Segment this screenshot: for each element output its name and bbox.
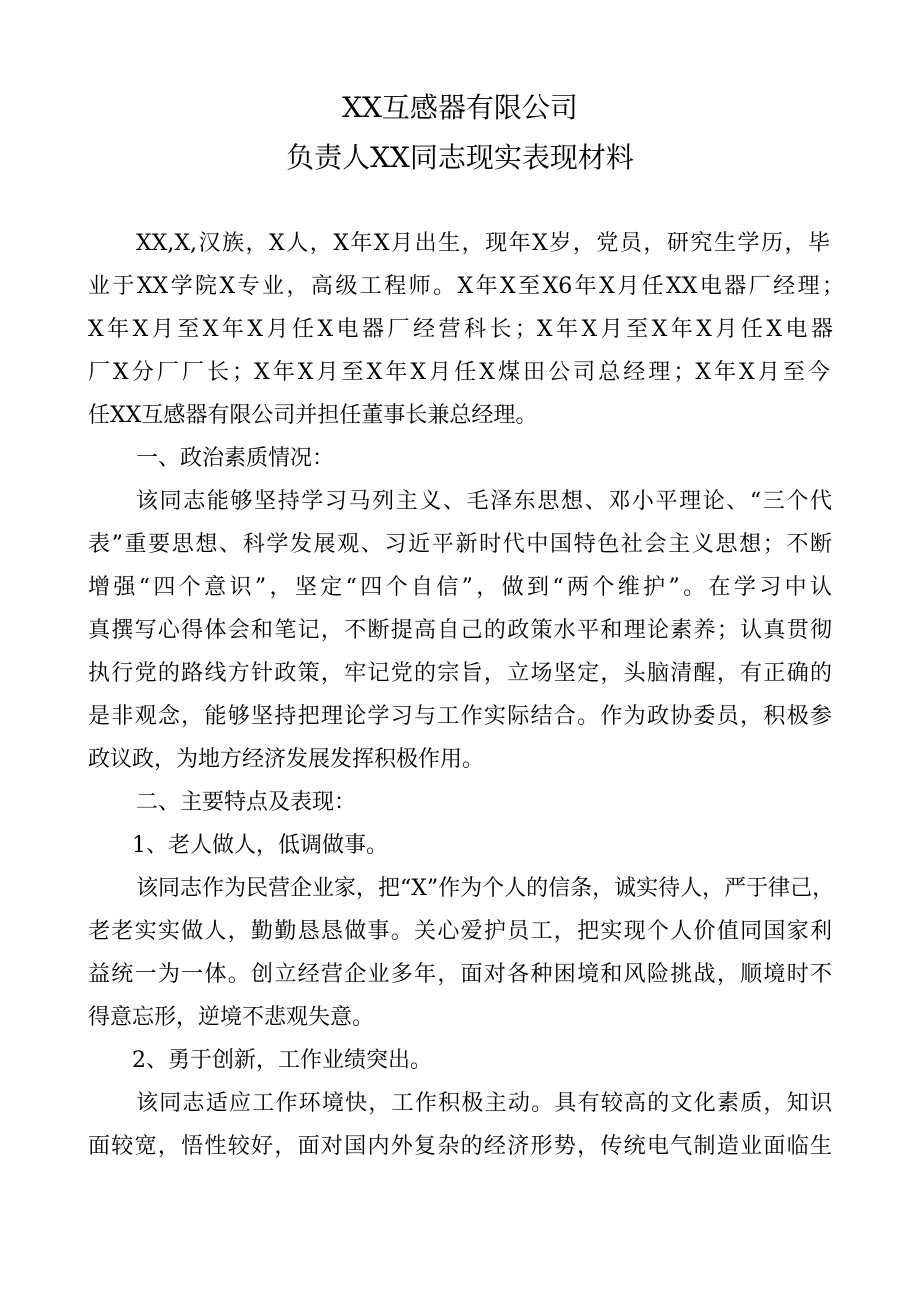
paragraph-line: XX,X,汉族，X人，X年X月出生，现年X岁，党员，研究生学历，毕: [136, 231, 830, 256]
paragraph-line: 得意忘形，逆境不悲观失意。: [88, 1005, 375, 1030]
paragraph-line: X年X月至X年X月任X电器厂经营科长；X年X月至X年X月任X电器: [88, 317, 833, 342]
paragraph-line: 政议政，为地方经济发展发挥积极作用。: [88, 747, 485, 772]
document-title-subject: 负责人XX同志现实表现材料: [286, 141, 634, 174]
paragraph-line: 老老实实做人，勤勤恳恳做事。关心爱护员工，把实现个人价值同国家利: [88, 919, 832, 944]
subheading-innovation: 2、勇于创新，工作业绩突出。: [132, 1048, 432, 1073]
subheading-integrity: 1、老人做人，低调做事。: [132, 833, 388, 858]
paragraph-line: 厂X分厂厂长；X年X月至X年X月任X煤田公司总经理；X年X月至今: [88, 360, 830, 385]
paragraph-line: 益统一为一体。创立经营企业多年，面对各种困境和风险挑战，顺境时不: [88, 962, 832, 987]
paragraph-line: 任XX互感器有限公司并担任董事长兼总经理。: [88, 403, 538, 428]
paragraph-line: 该同志能够坚持学习马列主义、毛泽东思想、邓小平理论、“三个代: [136, 489, 832, 514]
section-heading-political: 一、政治素质情况：: [136, 446, 335, 471]
paragraph-line: 该同志作为民营企业家，把“X”作为个人的信条，诚实待人，严于律己，: [136, 876, 835, 901]
paragraph-line: 增强“四个意识”，坚定“四个自信”，做到“两个维护”。在学习中认: [88, 575, 832, 600]
paragraph-line: 面较宽，悟性较好，面对国内外复杂的经济形势，传统电气制造业面临生: [88, 1134, 832, 1159]
paragraph-line: 是非观念，能够坚持把理论学习与工作实际结合。作为政协委员，积极参: [88, 704, 832, 729]
paragraph-line: 业于XX学院X专业，高级工程师。X年X至X6年X月任XX电器厂经理；: [88, 274, 844, 299]
section-heading-features: 二、主要特点及表现：: [136, 790, 357, 815]
paragraph-line: 该同志适应工作环境快，工作积极主动。具有较高的文化素质，知识: [136, 1091, 832, 1116]
document-title-company: XX互感器有限公司: [342, 91, 578, 124]
paragraph-line: 执行党的路线方针政策，牢记党的宗旨，立场坚定，头脑清醒，有正确的: [88, 661, 832, 686]
paragraph-line: 表”重要思想、科学发展观、习近平新时代中国特色社会主义思想；不断: [88, 532, 832, 557]
paragraph-line: 真撰写心得体会和笔记，不断提高自己的政策水平和理论素养；认真贯彻: [88, 618, 832, 643]
